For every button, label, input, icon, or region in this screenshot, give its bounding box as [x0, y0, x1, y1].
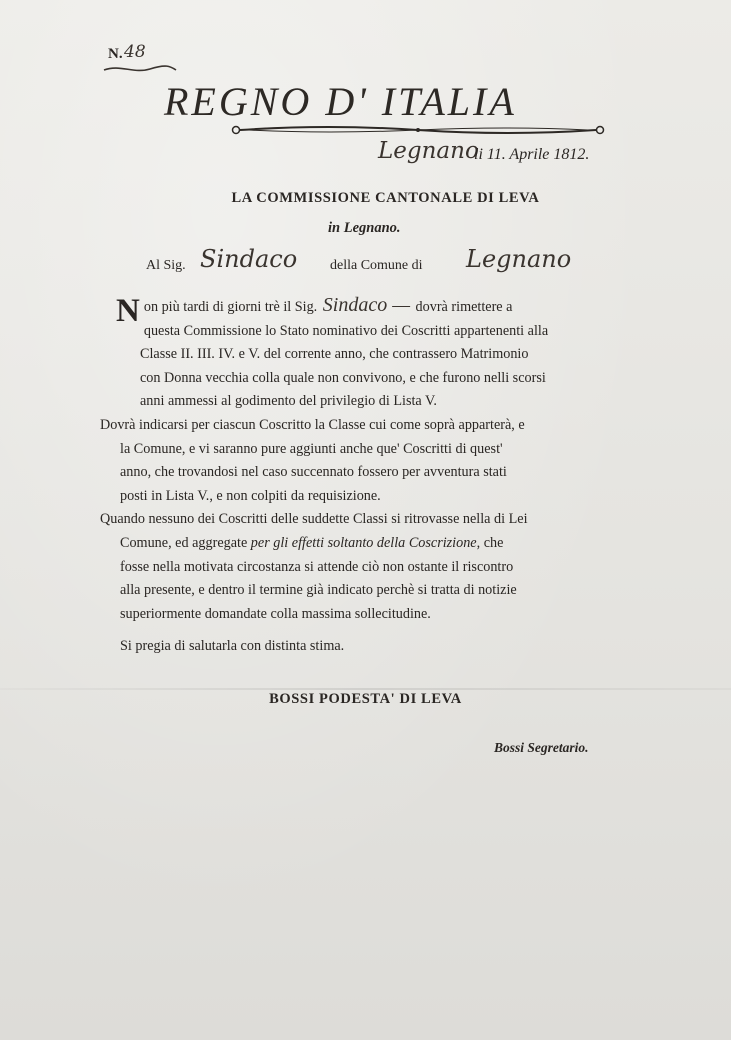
paragraph-1	[116, 293, 625, 414]
p1-line-1-b: dovrà rimettere a	[415, 299, 513, 315]
p3-line-4: alla presente, e dentro il termine già indicato perchè si tratta di notizie	[120, 582, 517, 599]
p3-line-1: Quando nessuno dei Coscritti delle suddette Classi si ritrovasse nella di Lei	[100, 511, 528, 528]
p3-line-2	[100, 532, 625, 556]
secretary-signature: Bossi Segretario.	[494, 740, 589, 755]
p2-line-4: posti in Lista V., e non colpiti da requisizione.	[120, 487, 381, 504]
inline-recipient-handwritten: Sindaco —	[322, 294, 410, 316]
closing-line: Si pregia di salutarla con distinta stima.	[120, 638, 345, 654]
dropcap: N	[116, 293, 140, 329]
paragraph-2	[100, 414, 625, 508]
p3-line-2-a: Comune, ed aggregate	[120, 534, 248, 551]
commune-handwritten: Legnano	[466, 245, 572, 273]
p1-line-3: Classe II. III. IV. e V. del corrente anno, che contrassero Matrimonio	[140, 346, 529, 363]
commune-label: della Comune di	[330, 258, 423, 273]
paragraph-3	[100, 508, 625, 626]
p3-line-2-b: , che	[476, 534, 504, 551]
p1-line-4: con Donna vecchia colla quale non convivono, e che furono nelli scorsi	[140, 369, 546, 386]
salutation-label: Al Sig.	[146, 258, 186, 273]
p1-line-5: anni ammessi al godimento del privilegio di Lista V.	[140, 393, 437, 410]
document-title: REGNO D' ITALIA	[164, 79, 517, 124]
p1-line-1-a: on più tardi di giorni trè il Sig.	[143, 299, 318, 315]
date-text: li 11. Aprile 1812.	[474, 146, 590, 163]
p3-line-3: fosse nella motivata circostanza si attende ciò non ostante il riscontro	[120, 558, 514, 575]
p3-line-5: superiormente domandate colla massima sollecitudine.	[120, 605, 431, 622]
number-flourish	[100, 60, 180, 78]
p1-line-1	[120, 294, 625, 320]
commission-heading: LA COMMISSIONE CANTONALE DI LEVA	[231, 190, 540, 206]
number-handwritten: 48	[124, 42, 146, 62]
p2-line-2: la Comune, e vi saranno pure aggiunti anche que' Coscritti di quest'	[120, 440, 503, 457]
recipient-handwritten: Sindaco	[200, 245, 298, 273]
p2-line-3: anno, che trovandosi nel caso succennato fossero per avventura stati	[120, 464, 507, 481]
official-signature: BOSSI PODESTA' DI LEVA	[269, 691, 462, 707]
title-ornament	[228, 122, 608, 138]
letter-body	[100, 293, 625, 626]
number-label: N.	[108, 46, 123, 62]
place-handwritten: Legnano	[378, 138, 479, 164]
p1-line-2: questa Commissione lo Stato nominativo dei Coscritti appartenenti alla	[143, 322, 549, 339]
fold-crease	[0, 688, 731, 690]
p3-line-2-italic: per gli effetti soltanto della Coscrizione	[250, 534, 477, 551]
commission-location: in Legnano.	[328, 220, 401, 236]
p2-line-1: Dovrà indicarsi per ciascun Coscritto la Classe cui come soprà apparterà, e	[100, 416, 525, 433]
